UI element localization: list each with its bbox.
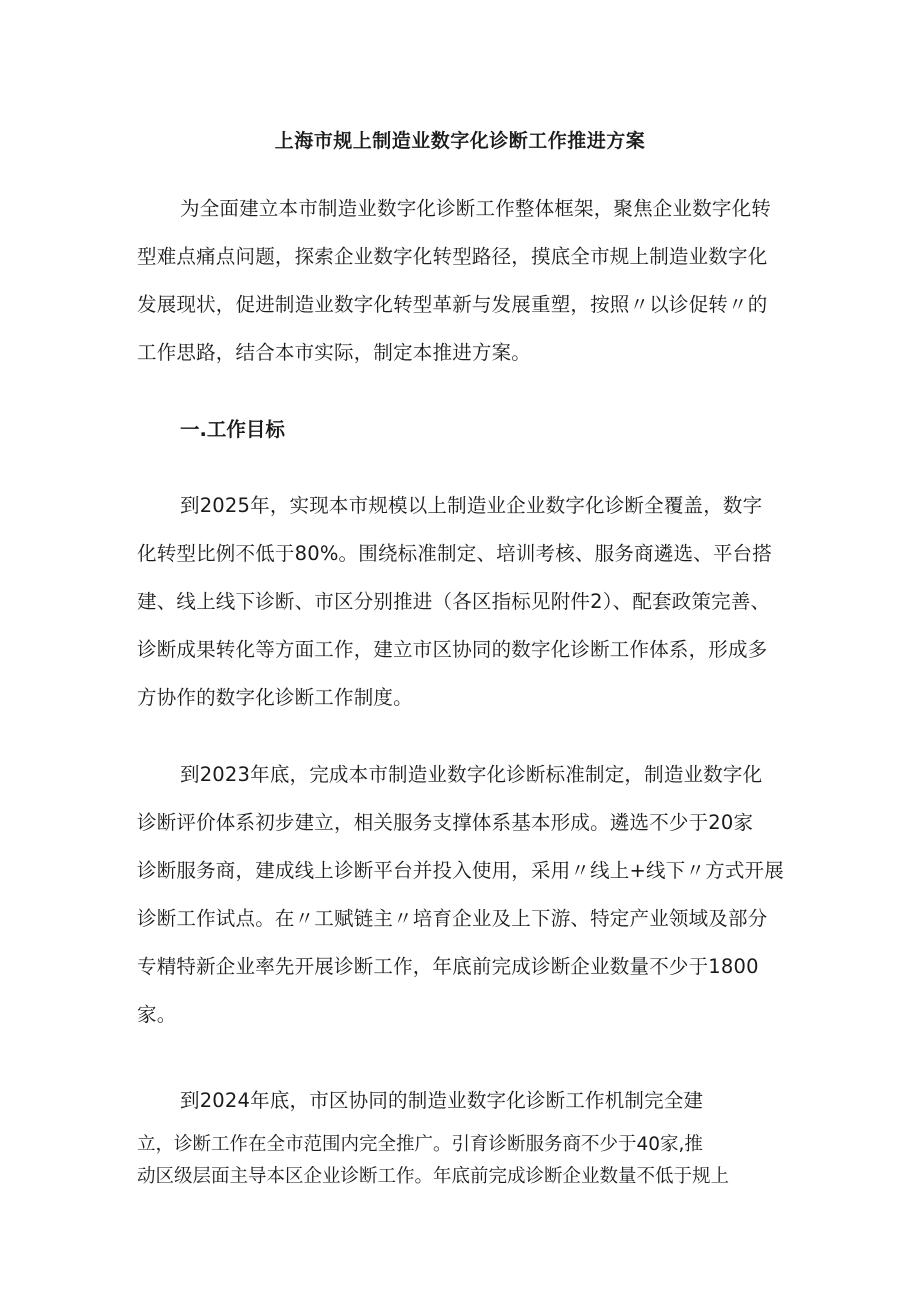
- paragraph-2023-line: 专精特新企业率先开展诊断工作，年底前完成诊断企业数量不少于1800: [137, 955, 759, 978]
- paragraph-2025-line: 诊断成果转化等方面工作，建立市区协同的数字化诊断工作体系，形成多: [137, 638, 768, 661]
- paragraph-2023-line: 诊断评价体系初步建立，相关服务支撑体系基本形成。遴选不少于20家: [137, 811, 754, 834]
- paragraph-2024-line: 立，诊断工作在全市范围内完全推广。引育诊断服务商不少于40家,推: [137, 1134, 703, 1155]
- paragraph-2025-line: 方协作的数字化诊断工作制度。: [137, 686, 413, 709]
- paragraph-2024-line: 动区级层面主导本区企业诊断工作。年底前完成诊断企业数量不低于规上: [137, 1166, 730, 1187]
- paragraph-2025-line: 建、线上线下诊断、市区分别推进（各区指标见附件2）、配套政策完善、: [137, 590, 771, 613]
- document-title: 上海市规上制造业数字化诊断工作推进方案: [274, 130, 646, 152]
- section-heading: 一.工作目标: [180, 418, 285, 441]
- intro-line: 型难点痛点问题，探索企业数字化转型路径，摸底全市规上制造业数字化: [137, 245, 768, 268]
- paragraph-2025-line: 到2025年，实现本市规模以上制造业企业数字化诊断全覆盖，数字: [180, 494, 763, 517]
- paragraph-2024-line: 到2024年底，市区协同的制造业数字化诊断工作机制完全建: [180, 1089, 704, 1112]
- paragraph-2025-line: 化转型比例不低于80%。围绕标准制定、培训考核、服务商遴选、平台搭: [137, 542, 772, 565]
- paragraph-2023-line: 到2023年底，完成本市制造业数字化诊断标准制定，制造业数字化: [180, 763, 763, 786]
- intro-line: 工作思路，结合本市实际，制定本推进方案。: [137, 341, 532, 364]
- paragraph-2023-line: 诊断服务商，建成线上诊断平台并投入使用，采用〃线上+线下〃方式开展: [137, 859, 784, 882]
- intro-line: 为全面建立本市制造业数字化诊断工作整体框架，聚焦企业数字化转: [180, 197, 772, 220]
- intro-line: 发展现状，促进制造业数字化转型革新与发展重塑，按照〃以诊促转〃的: [137, 293, 768, 316]
- paragraph-2023-line: 家。: [137, 1003, 177, 1026]
- paragraph-2023-line: 诊断工作试点。在〃工赋链主〃培育企业及上下游、特定产业领域及部分: [137, 907, 768, 930]
